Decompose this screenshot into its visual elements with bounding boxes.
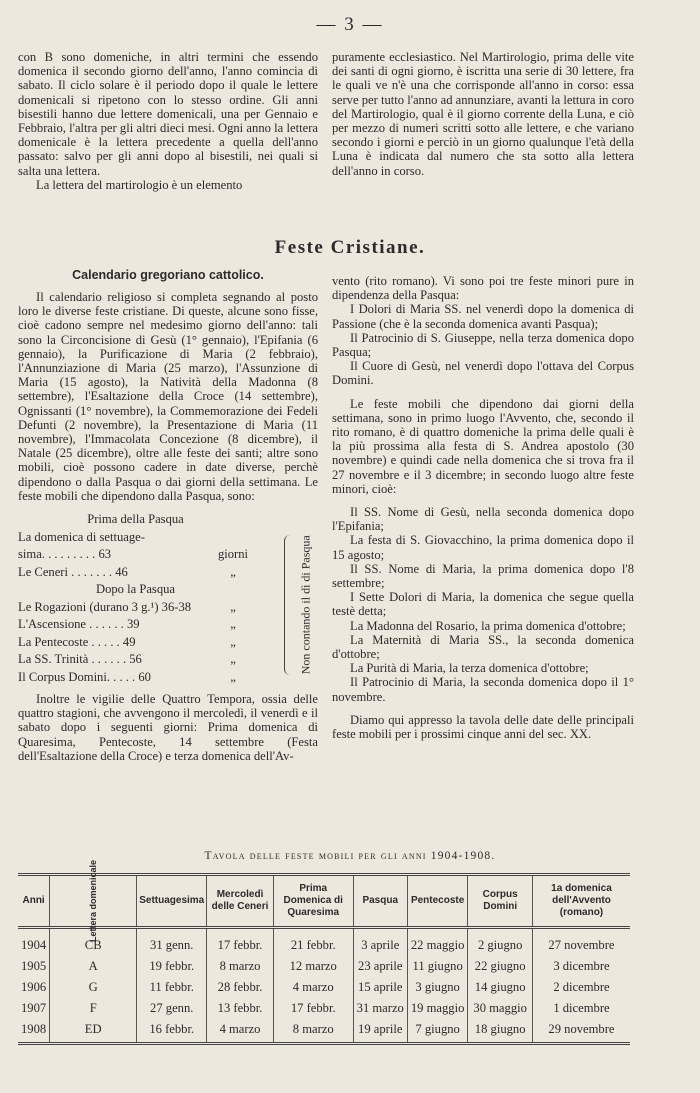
table-cell: 3 dicembre xyxy=(532,956,630,977)
feast-name: La SS. Trinità . . . . . . 56 xyxy=(18,652,142,667)
paragraph: La lettera del martirologio è un elemento xyxy=(36,177,243,192)
table-cell: 1907 xyxy=(18,998,50,1019)
table-cell: 18 giugno xyxy=(468,1019,533,1044)
brace-label: Non contando il dì di Pasqua xyxy=(298,535,313,675)
paragraph: Il Cuore di Gesù, nel venerdì dopo l'ottava del Corpus Domini. xyxy=(332,359,634,388)
table-header: Pasqua xyxy=(353,875,407,928)
movable-feasts-list xyxy=(18,511,318,686)
paragraph: La Purità di Maria, la terza domenica d'ottobre; xyxy=(350,661,589,676)
feast-unit: „ xyxy=(230,617,236,632)
table-row xyxy=(18,956,630,977)
table-cell: 17 febbr. xyxy=(273,998,353,1019)
table-header: Mercoledì delle Ceneri xyxy=(207,875,274,928)
table-cell: 7 giugno xyxy=(407,1019,468,1044)
paragraph: Il SS. Nome di Maria, la prima domenica dopo l'8 settembre; xyxy=(332,561,634,591)
table-cell: 4 marzo xyxy=(207,1019,274,1044)
table-cell: 27 novembre xyxy=(532,928,630,957)
paragraph: Le feste mobili che dipendono dai giorni della settimana, sono in primo luogo l'Avvento, che, secondo il rito romano, è di quattro domeniche la prima delle quali è la più prossima alla festa di S. Andrea apostolo (30 novembre) e quindi cade nella domenica che si trova fra il 27 novembre e il 3 dicembre; in secondo luogo altre feste minori, cioè: xyxy=(332,396,634,496)
table-cell: ED xyxy=(50,1019,137,1044)
table-cell: 2 giugno xyxy=(468,928,533,957)
table-cell: 11 giugno xyxy=(407,956,468,977)
table-cell: 31 genn. xyxy=(137,928,207,957)
feast-name: La domenica di settuage- xyxy=(18,529,145,544)
table-row xyxy=(18,1019,630,1044)
feast-unit: „ xyxy=(230,669,236,684)
table-header: Settuagesima xyxy=(137,875,207,928)
paragraph: I Sette Dolori di Maria, la domenica che segue quella testè detta; xyxy=(332,590,634,619)
table-cell: 12 marzo xyxy=(273,956,353,977)
brace xyxy=(284,535,293,675)
paragraph: La Maternità di Maria SS., la seconda domenica d'ottobre; xyxy=(332,632,634,662)
table-cell: 3 giugno xyxy=(407,977,468,998)
paragraph: Il SS. Nome di Gesù, nella seconda domenica dopo l'Epifania; xyxy=(332,505,634,534)
feast-name: La Pentecoste . . . . . 49 xyxy=(18,634,136,649)
table-cell: 21 febbr. xyxy=(273,928,353,957)
table-cell: 22 maggio xyxy=(407,928,468,957)
table-cell: 14 giugno xyxy=(468,977,533,998)
table-cell: 22 giugno xyxy=(468,956,533,977)
paragraph: La Madonna del Rosario, la prima domenica d'ottobre; xyxy=(350,618,626,633)
paragraph: vento (rito romano). Vi sono poi tre feste minori pure in dipendenza della Pasqua: xyxy=(332,274,634,303)
table-header: Anni xyxy=(18,875,50,928)
table-cell: 1904 xyxy=(18,928,50,957)
table-cell: 1905 xyxy=(18,956,50,977)
feast-unit: „ xyxy=(230,599,236,614)
feast-name: Il Corpus Domini. . . . . 60 xyxy=(18,669,151,684)
feast-name: L'Ascensione . . . . . . 39 xyxy=(18,617,140,632)
table-cell: 27 genn. xyxy=(137,998,207,1019)
table-title: Tavola delle feste mobili per gli anni 1904-1908. xyxy=(204,850,496,862)
table-cell: 19 aprile xyxy=(353,1019,407,1044)
intro-paragraph: Il calendario religioso si completa segnando al posto loro le diverse feste cristiane. Di queste, alcune sono fisse, cioè cadono sempre nel medesimo giorno dell'anno: tali sono la Circoncisione di Gesù (1° gennaio), l'Epifania (6 gennaio), la Purificazione di Maria (2 febbraio), l'Annunziazione di Maria (25 marzo), l'Assunzione di Maria (15 agosto), la Natività della Madonna (8 settembre), l'Esaltazione della Croce (14 settembre), Ognissanti (1° novembre), la Commemorazione dei Fedeli Defunti (2 novembre), la Presentazione di Maria (11 novembre), l'Immacolata Concezione (8 dicembre), il Natale (25 dicembre), oltre alle feste dei santi; altre sono mobili, cioè possono cadere in date diverse, perchè dipendono o dalla Pasqua o dai giorni della settimana. Le feste mobili che dipendono dalla Pasqua, sono: xyxy=(18,290,318,503)
feast-name: sima. . . . . . . . . 63 xyxy=(18,547,112,562)
table-cell: 1908 xyxy=(18,1019,50,1044)
table-cell: A xyxy=(50,956,137,977)
mid-left-column xyxy=(18,290,318,763)
outro-paragraph: Inoltre le vigilie delle Quattro Tempora, ossia delle quattro stagioni, che avvengono il mercoledì, il venerdì e il sabato dopo i seguenti giorni: Prima domenica di Quaresima, Pentecoste, 14 settembre (Festa dell'Esaltazione della Croce) e terza domenica dell'Av- xyxy=(18,692,318,763)
paragraph: puramente ecclesiastico. Nel Martirologio, prima delle vite dei santi di ogni giorno, è iscritta una serie di 30 lettere, fra le quali ve n'è una che corrisponde all'anno in corso: essa serve per tutto l'anno ad annunziare, avanti la lettura in coro del Martirologio, qual è il giorno corrente della Luna, e ciò per mezzo di numeri scritti sotto alle lettere, e che variano secondo i giorni e perciò in un giorno qualunque l'età della Luna è indicata dal numero che sta sotto alla lettera dell'anno in corso. xyxy=(332,50,634,178)
table-cell: 30 maggio xyxy=(468,998,533,1019)
paragraph: Il Patrocinio di Maria, la seconda domenica dopo il 1° novembre. xyxy=(332,675,634,704)
section-title: Feste Cristiane. xyxy=(274,237,426,258)
before-easter-heading: Prima della Pasqua xyxy=(87,512,184,527)
table-cell: 15 aprile xyxy=(353,977,407,998)
table-cell: 29 novembre xyxy=(532,1019,630,1044)
feast-unit: „ xyxy=(230,634,236,649)
table-cell: 11 febbr. xyxy=(137,977,207,998)
feast-name: Le Rogazioni (durano 3 g.¹) 36-38 xyxy=(18,599,192,614)
table-cell: 28 febbr. xyxy=(207,977,274,998)
feast-unit: „ xyxy=(230,564,236,579)
table-cell: 8 marzo xyxy=(273,1019,353,1044)
table-header: Pentecoste xyxy=(407,875,468,928)
top-left-column xyxy=(18,50,318,192)
mid-right-column xyxy=(332,274,634,741)
table-cell: 3 aprile xyxy=(353,928,407,957)
table-header: Lettera domenicale xyxy=(50,875,137,928)
table-cell: 1906 xyxy=(18,977,50,998)
after-easter-heading: Dopo la Pasqua xyxy=(95,582,176,597)
table-cell: 31 marzo xyxy=(353,998,407,1019)
table-cell: 23 aprile xyxy=(353,956,407,977)
feast-unit: giorni xyxy=(217,547,249,562)
feast-name: Le Ceneri . . . . . . . 46 xyxy=(18,564,128,579)
page-number: — 3 — xyxy=(316,14,384,35)
table-cell: 19 febbr. xyxy=(137,956,207,977)
table-cell: 2 dicembre xyxy=(532,977,630,998)
paragraph: I Dolori di Maria SS. nel venerdì dopo la domenica di Passione (che è la seconda domenica avanti Pasqua); xyxy=(332,302,634,331)
feast-unit: „ xyxy=(230,652,236,667)
table-row xyxy=(18,998,630,1019)
subheading: Calendario gregoriano cattolico. xyxy=(72,268,264,282)
table-cell: 1 dicembre xyxy=(532,998,630,1019)
table-row xyxy=(18,977,630,998)
top-right-column xyxy=(332,50,634,178)
table-row xyxy=(18,928,630,957)
table-cell: 17 febbr. xyxy=(207,928,274,957)
table-cell: CB xyxy=(50,928,137,957)
movable-feasts-table xyxy=(18,859,630,1045)
table-cell: G xyxy=(50,977,137,998)
table-cell: 13 febbr. xyxy=(207,998,274,1019)
table-cell: F xyxy=(50,998,137,1019)
paragraph: Diamo qui appresso la tavola delle date delle principali feste mobili per i prossimi cinque anni del sec. XX. xyxy=(332,712,634,742)
table-cell: 8 marzo xyxy=(207,956,274,977)
table-header: 1a domenica dell'Avvento (romano) xyxy=(532,875,630,928)
table-cell: 16 febbr. xyxy=(137,1019,207,1044)
table-header: Corpus Domini xyxy=(468,875,533,928)
table-cell: 19 maggio xyxy=(407,998,468,1019)
table-header: Prima Domenica di Quaresima xyxy=(273,875,353,928)
paragraph: con B sono domeniche, in altri termini che essendo domenica il secondo giorno dell'anno, l'anno comincia di sabato. Il ciclo solare è il periodo dopo il quale le lettere domenicali si ripetono con lo stesso ordine. Gli anni bisestili hanno due lettere domenicali, una per Gennaio e Febbraio, l'altra per gli altri dieci mesi. Ogni anno la lettera domenicale è la lettera precedente a quella dell'anno passato: salvo per gli anni dopo al bisestili, nei quali si salta una lettera. xyxy=(18,50,318,178)
table-cell: 4 marzo xyxy=(273,977,353,998)
paragraph: Il Patrocinio di S. Giuseppe, nella terza domenica dopo Pasqua; xyxy=(332,330,634,360)
paragraph: La festa di S. Giovacchino, la prima domenica dopo il 15 agosto; xyxy=(332,533,634,562)
